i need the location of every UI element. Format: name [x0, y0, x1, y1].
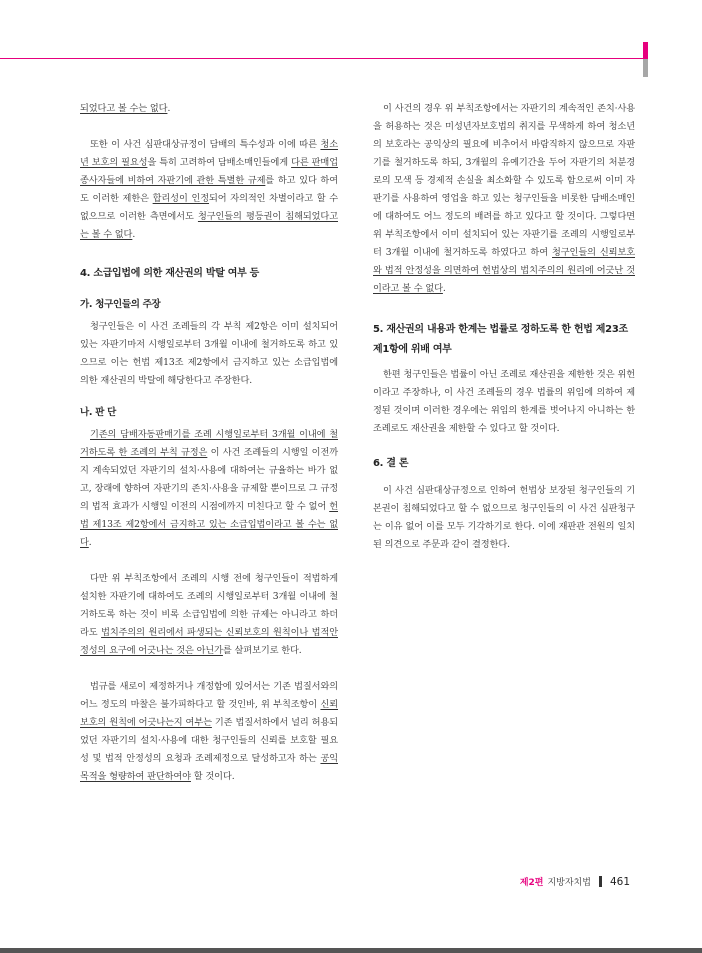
text-run: 기존 법질서하에서 널리 허용되었던 자판기의 설치·사용에 대한 청구인들의 신뢰를 보호할 필요성 및 법적 안정성의 요청과 조례제정으로 달성하고자 하는 [80, 717, 338, 764]
text-run: 되어 자의적인 차별이라고 할 수 없으므로 이러한 측면에서도 [80, 193, 339, 222]
right-paragraph-3: 이 사건 심판대상규정으로 인하여 헌법상 보장된 청구인들의 기본권이 침해되었다고 할 수 없으므로 청구인들의 이 사건 심판청구는 이유 없어 이를 모두 기각하기로 한다. 이에 재판관 전원의 일치된 의견으로 주문과 같이 결정한다. [373, 485, 635, 550]
text-run: 이 사건 조례들의 시행일 이전까지 계속되었던 자판기의 설치·사용에 대하여는 규율하는 바가 없고, 장래에 향하여 자판기의 존치·사용을 규제할 뿐이므로 그 규정의 법적 효과가 시행일 이전의 시점에까지 미친다고 할 수 없어 [80, 447, 338, 512]
left-paragraph-1 [80, 100, 338, 118]
text-run: 를 살펴보기로 한다. [222, 645, 302, 656]
underlined-text: 합리성이 인정 [152, 193, 210, 204]
text-run: 또한 이 사건 심판대상규정이 담배의 특수성과 이에 따른 [90, 139, 321, 150]
text-run: 이 사건의 경우 위 부칙조항에서는 자판기의 계속적인 존치·사용을 허용하는 것은 미성년자보호법의 취지를 무색하게 하여 청소년의 보호라는 공익상의 필요에 비추어서 바람직하지 않으므로 자판기를 철거하도록 하되, 3개월의 유예기간을 두어 자판기의 처분경로의 모색 등 경제적 손실을 최소화할 수 있도록 함으로써 이미 자판기를 사용하여 영업을 하고 있는 청구인들을 비롯한 담배소매인에 대하여도 어느 정도의 배려를 하고 있다고 할 것이다. 그렇다면 위 부칙조항에서 이미 설치되어 있는 자판기를 조례의 시행일로부터 3개월 이내에 철거하도록 하였다고 하여 [373, 103, 635, 258]
subsection-na-paragraph-2 [80, 570, 338, 660]
section-6-heading: 6. 결 론 [373, 458, 409, 469]
underlined-text: 다른 판매업 종사자들에 비하여 자판기에 관한 특별한 규제 [80, 157, 338, 186]
section-4-heading: 4. 소급입법에 의한 재산권의 박탈 여부 등 [80, 268, 260, 279]
underlined-text: 기존의 담배자동판매기를 조례 시행일로부터 3개월 이내에 철거하도록 한 조례의 부칙 규정은 [80, 429, 338, 458]
footer-section-label: 지방자치법 [547, 878, 591, 888]
text-run: . [132, 229, 136, 240]
header-rule [0, 58, 648, 59]
text-run: 다만 위 부칙조항에서 조례의 시행 전에 청구인들이 적법하게 설치한 자판기에 대하여도 조례의 시행일로부터 3개월 이내에 철거하도록 하는 것이 비록 소급입법에 의한 규제는 아니라고 하더라도 [80, 573, 338, 638]
text-run: . [88, 537, 92, 548]
page-number: 461 [609, 875, 630, 888]
text-run: 할 것이다. [190, 771, 235, 782]
right-paragraph-1 [373, 100, 635, 298]
header-accent-mark [643, 42, 648, 59]
underlined-text: 청소년 보호의 필요성 [80, 139, 338, 168]
left-column [80, 100, 338, 786]
bottom-bar [0, 948, 702, 953]
underlined-text: 되었다고 볼 수는 없다 [80, 103, 168, 114]
left-paragraph-2 [80, 136, 338, 244]
underlined-text: 신뢰보호의 원칙에 어긋나는지 여부는 [80, 699, 338, 728]
text-run: . [442, 283, 446, 294]
text-run: 를 하고 있다 하여도 이러한 제한은 [80, 175, 338, 204]
header-gray-mark [643, 59, 648, 77]
subsection-na-heading: 나. 판 단 [80, 407, 116, 418]
underlined-text: 헌법 제13조 제2항에서 금지하고 있는 소급입법이라고 볼 수는 없다 [80, 501, 338, 548]
text-run: 을 특히 고려하여 담배소매인들에게 [147, 157, 292, 168]
footer-part-label: 제2편 [519, 878, 544, 888]
text-run: . [167, 103, 171, 114]
right-paragraph-2: 한편 청구인들은 법률이 아닌 조례로 재산권을 제한한 것은 위헌이라고 주장하나, 이 사건 조례들의 경우 법률의 위임에 의하여 제정된 것이며 이러한 경우에는 위임의 한계를 벗어나지 아니하는 한 조례로도 재산권을 제한할 수 있다고 할 것이다. [373, 369, 635, 434]
subsection-na-paragraph-3 [80, 678, 338, 786]
footer-separator [599, 876, 602, 887]
text-run: 법규를 새로이 제정하거나 개정함에 있어서는 기존 법질서와의 어느 정도의 마찰은 불가피하다고 할 것인바, 위 부칙조항이 [80, 681, 338, 710]
subsection-ga-heading: 가. 청구인들의 주장 [80, 299, 161, 310]
underlined-text: 법치주의의 원리에서 파생되는 신뢰보호의 원칙이나 법적안정성의 요구에 어긋나는 것은 아닌가 [80, 627, 338, 656]
subsection-na-paragraph-1 [80, 426, 338, 552]
page-footer [520, 875, 630, 888]
underlined-text: 청구인들의 평등권이 침해되었다고는 볼 수 없다 [80, 211, 338, 240]
section-5-heading: 5. 재산권의 내용과 한계는 법률로 정하도록 한 헌법 제23조 제1항에 위배 여부 [373, 324, 628, 355]
underlined-text: 청구인들의 신뢰보호와 법적 안정성을 의면하여 헌법상의 법치주의의 원리에 어긋난 것이라고 볼 수 없다 [373, 247, 635, 294]
underlined-text: 공익목적을 형량하여 판단하여야 [80, 753, 338, 782]
subsection-ga-paragraph: 청구인들은 이 사건 조례들의 각 부칙 제2항은 이미 설치되어 있는 자판기마저 시행일로부터 3개월 이내에 철거하도록 하고 있으므로 이는 헌법 제13조 제2항에서 금지하고 있는 소급입법에 의한 재산권의 박탈에 해당한다고 주장한다. [80, 321, 338, 386]
right-column [373, 100, 635, 554]
